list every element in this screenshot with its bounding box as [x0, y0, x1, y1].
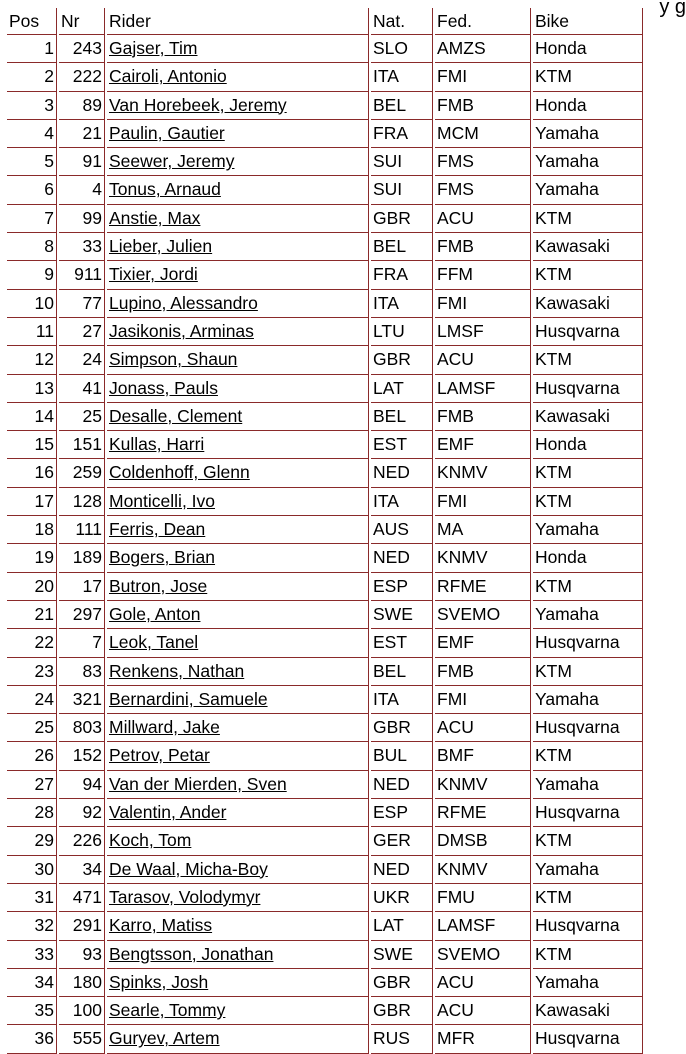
cell-fed: FMI	[435, 686, 531, 714]
cell-fed: MFR	[435, 1025, 531, 1053]
cell-pos: 5	[7, 148, 57, 176]
cell-pos: 20	[7, 573, 57, 601]
cell-nat: GBR	[371, 346, 433, 374]
cell-rider	[107, 459, 369, 487]
cell-fed: FMS	[435, 148, 531, 176]
cell-nat: EST	[371, 629, 433, 657]
cell-fed: ACU	[435, 346, 531, 374]
cell-rider	[107, 35, 369, 63]
rider-name-link[interactable]: Cairoli, Antonio	[109, 66, 227, 87]
rider-name-link[interactable]: Butron, Jose	[109, 575, 208, 596]
cell-fed: LAMSF	[435, 375, 531, 403]
cell-rider	[107, 148, 369, 176]
cell-pos: 33	[7, 941, 57, 969]
cell-fed: FMB	[435, 92, 531, 120]
cell-fed: KNMV	[435, 856, 531, 884]
cell-nat: BEL	[371, 403, 433, 431]
cell-nr: 92	[59, 799, 105, 827]
cell-pos: 18	[7, 516, 57, 544]
rider-name-link[interactable]: Tonus, Arnaud	[109, 179, 221, 200]
cell-fed: FMB	[435, 403, 531, 431]
cell-nat: ESP	[371, 799, 433, 827]
cell-pos: 19	[7, 544, 57, 572]
cell-fed: FMB	[435, 233, 531, 261]
cell-nr: 100	[59, 997, 105, 1025]
cell-fed: FMU	[435, 884, 531, 912]
cell-nr: 34	[59, 856, 105, 884]
cell-rider	[107, 601, 369, 629]
table-row	[7, 120, 643, 148]
table-header-row	[7, 8, 643, 35]
cell-fed: ACU	[435, 205, 531, 233]
clipped-heading-fragment: y g	[659, 0, 686, 18]
cell-nr: 189	[59, 544, 105, 572]
cell-rider	[107, 969, 369, 997]
cell-rider	[107, 488, 369, 516]
cell-bike: Husqvarna	[533, 1025, 643, 1053]
cell-nr: 243	[59, 35, 105, 63]
table-row	[7, 771, 643, 799]
rider-name-link[interactable]: Lupino, Alessandro	[109, 292, 258, 313]
cell-bike: Honda	[533, 431, 643, 459]
cell-pos: 28	[7, 799, 57, 827]
rider-name-link[interactable]: Desalle, Clement	[109, 405, 243, 426]
cell-nat: LTU	[371, 318, 433, 346]
cell-nat: SWE	[371, 601, 433, 629]
cell-nr: 151	[59, 431, 105, 459]
cell-bike: KTM	[533, 742, 643, 770]
table-row	[7, 233, 643, 261]
table-row	[7, 176, 643, 204]
cell-nat: UKR	[371, 884, 433, 912]
cell-pos: 36	[7, 1025, 57, 1053]
cell-pos: 24	[7, 686, 57, 714]
cell-fed: RFME	[435, 573, 531, 601]
cell-bike: Honda	[533, 35, 643, 63]
cell-nat: FRA	[371, 120, 433, 148]
cell-fed: MA	[435, 516, 531, 544]
cell-nr: 25	[59, 403, 105, 431]
cell-nr: 291	[59, 912, 105, 940]
cell-pos: 22	[7, 629, 57, 657]
cell-rider	[107, 714, 369, 742]
cell-bike: Husqvarna	[533, 318, 643, 346]
cell-rider	[107, 516, 369, 544]
cell-rider	[107, 318, 369, 346]
cell-bike: KTM	[533, 63, 643, 91]
cell-fed: SVEMO	[435, 941, 531, 969]
cell-rider	[107, 827, 369, 855]
rider-name-link[interactable]: Seewer, Jeremy	[109, 151, 235, 172]
table-row	[7, 63, 643, 91]
cell-rider	[107, 205, 369, 233]
rider-name-link[interactable]: Monticelli, Ivo	[109, 490, 216, 511]
cell-bike: KTM	[533, 827, 643, 855]
cell-fed: ACU	[435, 969, 531, 997]
cell-nat: BEL	[371, 233, 433, 261]
rider-name-link[interactable]: Jonass, Pauls	[109, 377, 218, 398]
cell-nat: SUI	[371, 148, 433, 176]
results-table	[5, 8, 645, 1054]
cell-bike: Yamaha	[533, 686, 643, 714]
table-row	[7, 403, 643, 431]
cell-rider	[107, 997, 369, 1025]
cell-bike: Honda	[533, 544, 643, 572]
cell-nat: SWE	[371, 941, 433, 969]
cell-bike: Husqvarna	[533, 912, 643, 940]
cell-nr: 152	[59, 742, 105, 770]
cell-nat: AUS	[371, 516, 433, 544]
cell-rider	[107, 375, 369, 403]
table-row	[7, 714, 643, 742]
cell-nr: 41	[59, 375, 105, 403]
rider-name-link[interactable]: Valentin, Ander	[109, 802, 227, 823]
cell-rider	[107, 233, 369, 261]
cell-fed: FFM	[435, 261, 531, 289]
table-row	[7, 459, 643, 487]
cell-nat: LAT	[371, 912, 433, 940]
table-row	[7, 290, 643, 318]
cell-rider	[107, 1025, 369, 1053]
rider-name-link[interactable]: Koch, Tom	[109, 830, 192, 851]
rider-name-link[interactable]: Lieber, Julien	[109, 236, 213, 257]
rider-name-link[interactable]: Anstie, Max	[109, 207, 201, 228]
column-header-bike[interactable]: Bike	[533, 8, 643, 35]
cell-bike: Husqvarna	[533, 375, 643, 403]
cell-fed: ACU	[435, 714, 531, 742]
cell-nr: 297	[59, 601, 105, 629]
cell-fed: BMF	[435, 742, 531, 770]
cell-nat: LAT	[371, 375, 433, 403]
cell-rider	[107, 261, 369, 289]
cell-fed: SVEMO	[435, 601, 531, 629]
cell-fed: KNMV	[435, 459, 531, 487]
table-row	[7, 35, 643, 63]
cell-fed: DMSB	[435, 827, 531, 855]
rider-name-link[interactable]: Coldenhoff, Glenn	[109, 462, 250, 483]
cell-bike: KTM	[533, 488, 643, 516]
cell-pos: 4	[7, 120, 57, 148]
cell-fed: FMI	[435, 63, 531, 91]
cell-rider	[107, 884, 369, 912]
table-row	[7, 884, 643, 912]
cell-fed: FMB	[435, 658, 531, 686]
cell-pos: 11	[7, 318, 57, 346]
cell-pos: 12	[7, 346, 57, 374]
cell-nr: 111	[59, 516, 105, 544]
cell-rider	[107, 629, 369, 657]
cell-rider	[107, 120, 369, 148]
cell-fed: FMI	[435, 290, 531, 318]
cell-bike: KTM	[533, 884, 643, 912]
cell-rider	[107, 92, 369, 120]
cell-bike: KTM	[533, 205, 643, 233]
table-row	[7, 92, 643, 120]
cell-nat: EST	[371, 431, 433, 459]
cell-nr: 803	[59, 714, 105, 742]
rider-name-link[interactable]: Searle, Tommy	[109, 1000, 226, 1021]
cell-pos: 6	[7, 176, 57, 204]
cell-rider	[107, 686, 369, 714]
table-row	[7, 261, 643, 289]
cell-bike: Husqvarna	[533, 799, 643, 827]
cell-nr: 4	[59, 176, 105, 204]
cell-pos: 17	[7, 488, 57, 516]
cell-rider	[107, 742, 369, 770]
cell-nat: FRA	[371, 261, 433, 289]
table-row	[7, 629, 643, 657]
rider-name-link[interactable]: Spinks, Josh	[109, 971, 209, 992]
rider-name-link[interactable]: Jasikonis, Arminas	[109, 320, 254, 341]
cell-pos: 27	[7, 771, 57, 799]
cell-fed: KNMV	[435, 544, 531, 572]
cell-bike: Kawasaki	[533, 997, 643, 1025]
rider-name-link[interactable]: De Waal, Micha-Boy	[109, 858, 268, 879]
cell-fed: RFME	[435, 799, 531, 827]
cell-pos: 31	[7, 884, 57, 912]
cell-nr: 128	[59, 488, 105, 516]
table-row	[7, 827, 643, 855]
cell-fed: FMS	[435, 176, 531, 204]
table-row	[7, 941, 643, 969]
table-row	[7, 856, 643, 884]
cell-bike: KTM	[533, 573, 643, 601]
cell-rider	[107, 658, 369, 686]
column-header-pos[interactable]: Pos	[7, 8, 57, 35]
cell-rider	[107, 431, 369, 459]
cell-pos: 13	[7, 375, 57, 403]
cell-bike: Yamaha	[533, 120, 643, 148]
rider-name-link[interactable]: Renkens, Nathan	[109, 660, 245, 681]
cell-nr: 94	[59, 771, 105, 799]
cell-nr: 180	[59, 969, 105, 997]
cell-nr: 77	[59, 290, 105, 318]
cell-fed: FMI	[435, 488, 531, 516]
cell-fed: LAMSF	[435, 912, 531, 940]
cell-nr: 471	[59, 884, 105, 912]
cell-nat: ITA	[371, 63, 433, 91]
cell-pos: 10	[7, 290, 57, 318]
table-row	[7, 799, 643, 827]
cell-bike: Yamaha	[533, 176, 643, 204]
cell-nat: BEL	[371, 658, 433, 686]
table-row	[7, 544, 643, 572]
cell-rider	[107, 912, 369, 940]
table-row	[7, 205, 643, 233]
cell-nat: NED	[371, 544, 433, 572]
cell-nr: 555	[59, 1025, 105, 1053]
cell-fed: KNMV	[435, 771, 531, 799]
column-header-fed[interactable]: Fed.	[435, 8, 531, 35]
cell-rider	[107, 544, 369, 572]
cell-pos: 29	[7, 827, 57, 855]
cell-bike: Husqvarna	[533, 714, 643, 742]
cell-bike: Yamaha	[533, 148, 643, 176]
rider-name-link[interactable]: Tixier, Jordi	[109, 264, 198, 285]
cell-nr: 27	[59, 318, 105, 346]
cell-nat: RUS	[371, 1025, 433, 1053]
cell-pos: 3	[7, 92, 57, 120]
cell-nr: 21	[59, 120, 105, 148]
cell-nr: 89	[59, 92, 105, 120]
table-row	[7, 346, 643, 374]
cell-bike: KTM	[533, 346, 643, 374]
cell-nat: GBR	[371, 205, 433, 233]
cell-bike: KTM	[533, 658, 643, 686]
cell-fed: ACU	[435, 997, 531, 1025]
cell-rider	[107, 573, 369, 601]
rider-name-link[interactable]: Van Horebeek, Jeremy	[109, 94, 287, 115]
rider-name-link[interactable]: Kullas, Harri	[109, 434, 205, 455]
cell-pos: 2	[7, 63, 57, 91]
cell-bike: Kawasaki	[533, 233, 643, 261]
cell-bike: Yamaha	[533, 969, 643, 997]
rider-name-link[interactable]: Guryev, Artem	[109, 1028, 220, 1049]
cell-nat: SLO	[371, 35, 433, 63]
cell-nat: NED	[371, 771, 433, 799]
cell-nat: ESP	[371, 573, 433, 601]
cell-nr: 259	[59, 459, 105, 487]
cell-pos: 16	[7, 459, 57, 487]
cell-rider	[107, 403, 369, 431]
column-header-nr[interactable]: Nr	[59, 8, 105, 35]
cell-bike: Honda	[533, 92, 643, 120]
column-header-rider[interactable]: Rider	[107, 8, 369, 35]
cell-fed: MCM	[435, 120, 531, 148]
rider-name-link[interactable]: Leok, Tanel	[109, 632, 199, 653]
cell-nr: 24	[59, 346, 105, 374]
cell-pos: 14	[7, 403, 57, 431]
cell-bike: Kawasaki	[533, 290, 643, 318]
cell-pos: 15	[7, 431, 57, 459]
cell-nat: GER	[371, 827, 433, 855]
cell-nr: 226	[59, 827, 105, 855]
cell-nat: GBR	[371, 969, 433, 997]
cell-nr: 93	[59, 941, 105, 969]
cell-bike: KTM	[533, 459, 643, 487]
cell-nr: 7	[59, 629, 105, 657]
rider-name-link[interactable]: Simpson, Shaun	[109, 349, 238, 370]
cell-rider	[107, 63, 369, 91]
cell-nr: 17	[59, 573, 105, 601]
cell-rider	[107, 346, 369, 374]
cell-fed: AMZS	[435, 35, 531, 63]
table-row	[7, 148, 643, 176]
cell-pos: 9	[7, 261, 57, 289]
rider-name-link[interactable]: Karro, Matiss	[109, 915, 213, 936]
rider-name-link[interactable]: Petrov, Petar	[109, 745, 210, 766]
cell-pos: 34	[7, 969, 57, 997]
cell-nr: 33	[59, 233, 105, 261]
cell-nat: ITA	[371, 686, 433, 714]
cell-nr: 99	[59, 205, 105, 233]
cell-fed: LMSF	[435, 318, 531, 346]
cell-bike: Yamaha	[533, 856, 643, 884]
cell-pos: 25	[7, 714, 57, 742]
cell-pos: 1	[7, 35, 57, 63]
cell-pos: 30	[7, 856, 57, 884]
table-row	[7, 601, 643, 629]
cell-nat: GBR	[371, 997, 433, 1025]
table-row	[7, 318, 643, 346]
results-table-body	[7, 35, 643, 1054]
rider-name-link[interactable]: Bogers, Brian	[109, 547, 216, 568]
table-row	[7, 1025, 643, 1053]
column-header-nat[interactable]: Nat.	[371, 8, 433, 35]
cell-bike: Kawasaki	[533, 403, 643, 431]
table-row	[7, 573, 643, 601]
cell-nat: NED	[371, 856, 433, 884]
rider-name-link[interactable]: Ferris, Dean	[109, 519, 206, 540]
cell-nr: 91	[59, 148, 105, 176]
cell-nat: NED	[371, 459, 433, 487]
cell-bike: Yamaha	[533, 601, 643, 629]
cell-nat: ITA	[371, 488, 433, 516]
cell-rider	[107, 290, 369, 318]
rider-name-link[interactable]: Paulin, Gautier	[109, 122, 225, 143]
rider-name-link[interactable]: Van der Mierden, Sven	[109, 773, 287, 794]
cell-fed: EMF	[435, 431, 531, 459]
cell-bike: KTM	[533, 261, 643, 289]
cell-pos: 35	[7, 997, 57, 1025]
cell-bike: Husqvarna	[533, 629, 643, 657]
table-row	[7, 742, 643, 770]
rider-name-link[interactable]: Millward, Jake	[109, 717, 220, 738]
table-row	[7, 686, 643, 714]
cell-nat: ITA	[371, 290, 433, 318]
rider-name-link[interactable]: Gajser, Tim	[109, 38, 198, 58]
rider-name-link[interactable]: Bernardini, Samuele	[109, 688, 268, 709]
cell-rider	[107, 799, 369, 827]
table-row	[7, 516, 643, 544]
cell-rider	[107, 941, 369, 969]
cell-nat: BEL	[371, 92, 433, 120]
cell-nat: GBR	[371, 714, 433, 742]
table-row	[7, 488, 643, 516]
rider-name-link[interactable]: Tarasov, Volodymyr	[109, 886, 261, 907]
cell-nat: BUL	[371, 742, 433, 770]
cell-rider	[107, 771, 369, 799]
rider-name-link[interactable]: Gole, Anton	[109, 603, 201, 624]
cell-fed: EMF	[435, 629, 531, 657]
cell-bike: KTM	[533, 941, 643, 969]
cell-nr: 911	[59, 261, 105, 289]
table-row	[7, 969, 643, 997]
cell-nat: SUI	[371, 176, 433, 204]
cell-nr: 222	[59, 63, 105, 91]
table-row	[7, 912, 643, 940]
cell-nr: 83	[59, 658, 105, 686]
cell-rider	[107, 856, 369, 884]
cell-nr: 321	[59, 686, 105, 714]
table-row	[7, 375, 643, 403]
cell-pos: 7	[7, 205, 57, 233]
table-row	[7, 658, 643, 686]
cell-pos: 23	[7, 658, 57, 686]
cell-bike: Yamaha	[533, 771, 643, 799]
table-row	[7, 431, 643, 459]
cell-pos: 32	[7, 912, 57, 940]
cell-rider	[107, 176, 369, 204]
cell-pos: 26	[7, 742, 57, 770]
table-row	[7, 997, 643, 1025]
cell-pos: 8	[7, 233, 57, 261]
rider-name-link[interactable]: Bengtsson, Jonathan	[109, 943, 274, 964]
cell-pos: 21	[7, 601, 57, 629]
cell-bike: Yamaha	[533, 516, 643, 544]
